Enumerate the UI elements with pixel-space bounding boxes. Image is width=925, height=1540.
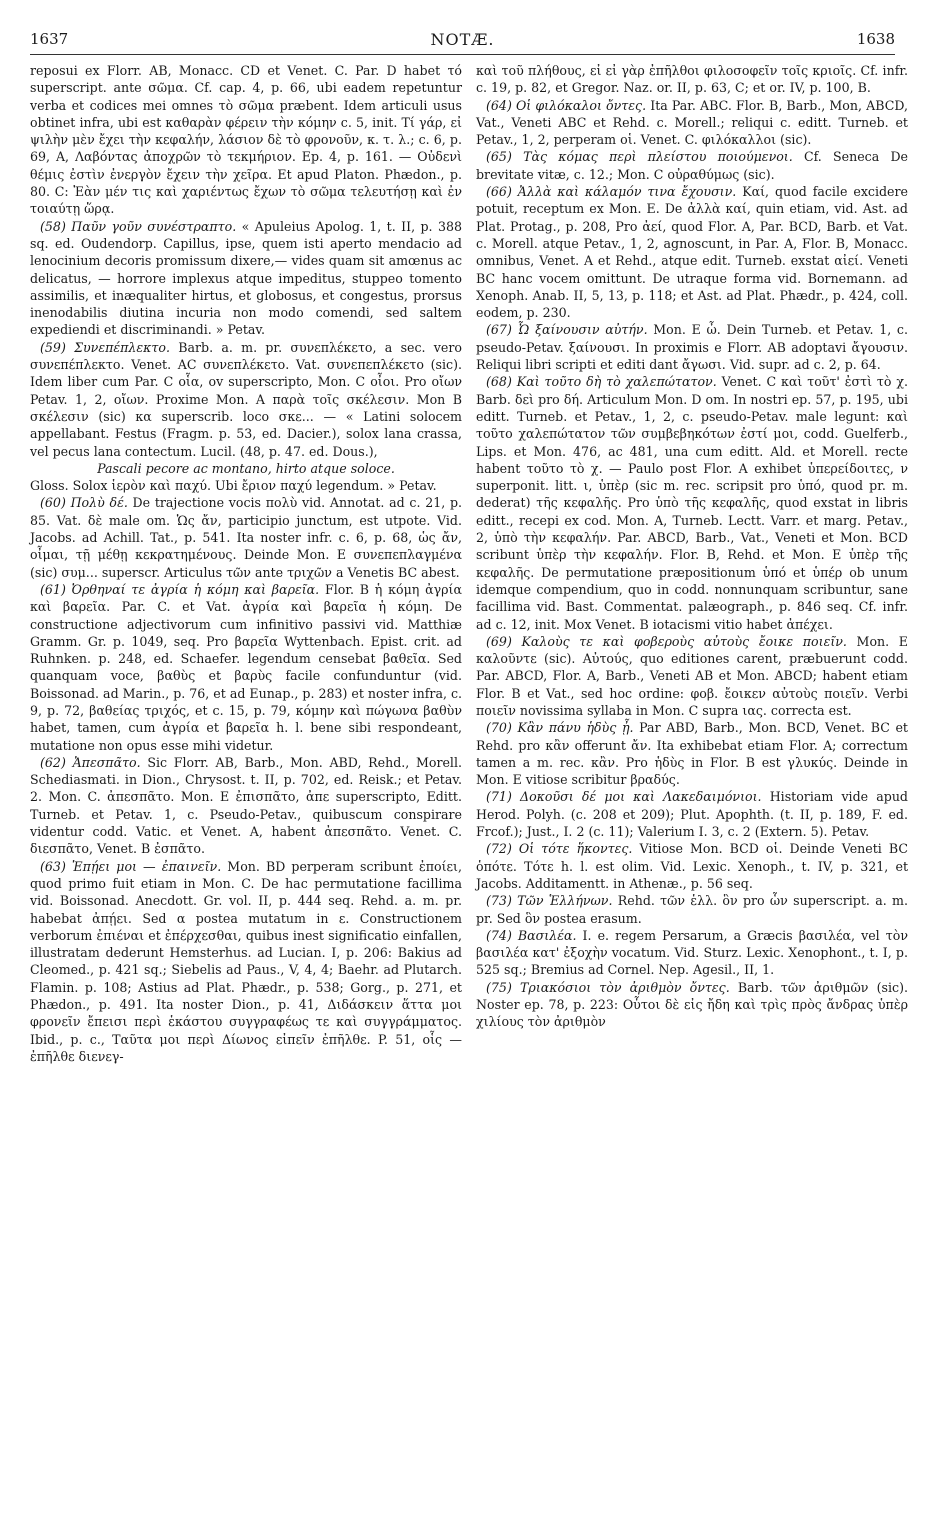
note-text: Historiam vide apud Herod. Polyh. (c. 208 et 209); Plut. Apophth. (t. II, p. 189, F. ed. Frcof.); Just., I. 2 (c. 11); Valerium I. 3, c. 2 (Extern. 5). Petav.: [476, 789, 908, 840]
note-continuation: [476, 62, 908, 97]
note-text: Mon. BD perperam scribunt ἐποίει, quod primo fuit etiam in Mon. C. De hac permutatione facillima vid. Boissonad. Anecdott. Gr. vol. II, p. 444 seq. Rehd. a. m. pr. habebat ἀπῄει. Sed α postea mutatum in ε. Constructionem verborum ἐπιέναι et ἐπέρχεσθαι, quibus inest significatio einfallen, illustratam dederunt Hemsterhus. ad Lucian. I, p. 206: Bakius ad Cleomed., p. 421 sq.; Siebelis ad Paus., V, 4, 4; Baehr. ad Plutarch. Flamin. p. 108; Astius ad Plat. Phædr., p. 538; Gorg., p. 271, et Phædon., p. 491. Ita noster Dion., p. 41, Διδάσκειν ἅττα μοι φρονεῖν ἔπεισι περὶ ἑκάστου συγγραφέως τε καὶ συγγράμματος. Ibid., p. c., Ταῦτα μοι περὶ Δίωνος εἰπεῖν ἐπῆλθε. P. 51, οἷς — ἐπῆλθε διενεγ-: [30, 858, 462, 1064]
note-text: Par ABD, Barb., Mon. BCD, Venet. BC et Rehd. pro κἂν offerunt ἄν. Ita exhibebat etiam Flor. A; correctum tamen a m. rec. κἂν. Pro ἡδὺς in Flor. B est γλυκύς. Deinde in Mon. E vitiose scribitur βραδύς.: [476, 720, 908, 788]
note-text: Ita Par. ABC. Flor. B, Barb., Mon, ABCD, Vat., Veneti ABC et Rehd. c. Morell.; reliqui c. editt. Turneb. et Petav., 1, 2, perperam οἱ. Venet. C. φιλόκαλλοι (sic).: [476, 97, 908, 148]
lemma: (61) Ὀρθηναί τε ἀγρία ἡ κόμη καὶ βαρεῖα.: [40, 581, 320, 597]
lemma: (62) Ἀπεσπᾶτο.: [40, 754, 141, 770]
note-64: [476, 97, 908, 149]
lemma: (60) Πολὺ δέ.: [40, 495, 128, 511]
note-59: [30, 339, 462, 460]
note-68: [476, 373, 908, 632]
note-text: Flor. B ἡ κόμη ἀγρία καὶ βαρεῖα. Par. C. et Vat. ἀγρία καὶ βαρεῖα ἡ κόμη. De constructione adjectivorum cum infinitivo passivi vid. Matthiæ Gramm. Gr. p. 1049, seq. Pro βαρεῖα Wyttenbach. Epist. crit. ad Ruhnken. p. 248, ed. Schaefer. legendum censebat βαθεῖα. Sed quanquam voce, βαθὺς et βαρὺς facile confunduntur (vid. Boissonad. ad Marin., p. 76, et ad Eunap., p. 283) et noster infra, c. 9, p. 72, βαθείας τριχός, et c. 15, p. 79, κόμην καὶ πώγωνα βαθὺν habet, tamen, cum ἀγρία et βαρεῖα h. l. bene sibi respondeant, mutatione non opus esse mihi videtur.: [30, 581, 463, 753]
lemma: (73) Τῶν Ἑλλήνων.: [486, 893, 613, 909]
note-continuation: [30, 62, 462, 218]
page-header: [0, 0, 925, 60]
page-number-right: 1638: [856, 30, 895, 48]
note-text: Mon. E καλοῦντε (sic). Αὐτούς, quo editiones carent, præbuerunt codd. Par. ABCD, Flor. A, Barb., Veneti AB et Mon. ABCD; habent etiam Flor. B et Vat., sed hoc ordine: φοβ. ἔοικεν αὐτοὺς ποιεῖν. Verbi ποιεῖν novissima syllaba in Mon. C supra ιας. correcta est.: [476, 633, 908, 718]
note-text: Vitiose Mon. BCD οἱ. Deinde Veneti BC ὁπότε. Τότε h. l. est olim. Vid. Lexic. Xenoph., t. IV, p. 321, et Jacobs. Additamentt. in Athenæ., p. 56 seq.: [476, 841, 908, 891]
lemma: (66) Ἀλλὰ καὶ κάλαμόν τινα ἔχουσιν.: [486, 184, 737, 200]
note-69: [476, 633, 908, 719]
note-text: Barb. τῶν ἀριθμῶν (sic). Noster ep. 78, p. 223: Οὗτοι δὲ εἰς ἤδη καὶ τρὶς πρὸς ἄνδρας ὑπὲρ χιλίους τὸν ἀριθμὸν: [476, 979, 908, 1030]
note-70: [476, 719, 908, 788]
note-65: [476, 148, 908, 183]
note-text: Mon. E ὦ. Dein Turneb. et Petav. 1, c. pseudo-Petav. ξαίνουσι. In proximis e Florr. AB adoptavi ἄγουσιν. Reliqui libri scripti et editi dant ἄγωσι. Vid. supr. ad c. 2, p. 64.: [476, 322, 908, 373]
lemma: (59) Συνεπέπλεκτο.: [40, 339, 170, 355]
note-59-cont: [30, 477, 462, 494]
lemma: (65) Τὰς κόμας περὶ πλείστου ποιούμενοι.: [486, 149, 793, 165]
lemma: (68) Καὶ τοῦτο δὴ τὸ χαλεπώτατον.: [486, 374, 717, 390]
lemma: (63) Ἐπῄει μοι — ἐπαινεῖν.: [40, 858, 222, 874]
page-number-left: 1637: [30, 30, 69, 48]
note-62: [30, 754, 462, 858]
note-text: Venet. C καὶ τοῦτ' ἐστὶ τὸ χ. Barb. δεὶ pro δή. Articulum Mon. D om. In nostri ep. 57, p. 195, ubi editt. Turneb. et Petav., 1, 2, c. pseudo-Petav. male legunt: καὶ τοῦτο χαλεπώτατον τῶν συμβεβηκότων ἐστί μοι, codd. Guelferb., Lips. et Mon. 476, ac 481, una cum editt. Ald. et Morell. recte habent τοῦτο τὸ χ. — Paulo post Flor. A exhibet ὑπερείδοιτες, ν superponit. litt. ι, ὑπὲρ (sic m. rec. scripsit pro ὑπό, quod pr. m. dederat) τῆς κεφαλῆς. Pro ὑπὸ τῆς κεφαλῆς, quod exstat in libris editt., recepi ex cod. Mon. A, Turneb. Lectt. Varr. et marg. Petav., 2, ὑπὸ τὴν κεφαλήν. Par. ABCD, Barb., Vat., Veneti et Mon. BCD scribunt ὑπὲρ τὴν κεφαλήν. Flor. B, Rehd. et Mon. E ὑπὲρ τῆς κεφαλῆς. De permutatione præpositionum ὑπό et ὑπέρ ob unum idemque compendium, quo in codd. nonnunquam scribuntur, sane facillima vid. Bast. Commentat. palæograph., p. 846 seq. Cf. infr. ad c. 12, init. Mox Venet. B iotacismi vitio habet ἀπέχει.: [476, 374, 908, 632]
lemma: (74) Βασιλέα.: [486, 927, 577, 943]
lemma: (67) Ὦ ξαίνουσιν αὐτήν.: [486, 322, 648, 338]
note-text: « Apuleius Apolog. 1, t. II, p. 388 sq. ed. Oudendorp. Capillus, ipse, quem isti aperto mendacio ad lenocinium decoris promissum dixere,— vides quam sit amœnus ac delicatus, — horrore implexus atque impeditus, stuppeo tomento assimilis, et inæqualiter hirtus, et globosus, et congestus, prorsus inenodabilis diutina incuria non modo comendi, sed saltem expediendi et discriminandi. » Petav.: [30, 218, 462, 338]
note-text: Cf. Seneca De brevitate vitæ, c. 12.; Mon. C οὐραθύμως (sic).: [476, 149, 908, 182]
note-text: De trajectione vocis πολὺ vid. Annotat. ad c. 21, p. 85. Vat. δὲ male om. Ὡς ἄν, participio junctum, est utpote. Vid. Jacobs. ad Achill. Tat., p. 541. Ita noster infr. c. 6, p. 68, ὡς ἄν, οἶμαι, τῇ μέθῃ κεκρατημένους. Deinde Mon. E συνεπεπλαγμένα (sic) συμ... superscr. Articulus τῶν ante τριχῶν a Venetis BC abest.: [30, 495, 463, 580]
note-text: Gloss. Solox ἱερὸν καὶ παχύ. Ubi ἔριον παχύ legendum. » Petav.: [30, 478, 437, 494]
note-text: I. e. regem Persarum, a Græcis βασιλέα, vel τὸν βασιλέα κατ' ἐξοχὴν vocatum. Vid. Sturz. Lexic. Xenophont., t. I, p. 525 sq.; Bremius ad Cornel. Nep. Agesil., II, 1.: [476, 927, 908, 978]
note-text: Barb. a. m. pr. συνεπλέκετο, a sec. vero συνεπέπλεκτο. Venet. AC συνεπλέκετο. Vat. συνεπεπλέκετο (sic). Idem liber cum Par. C οἷα, ov superscripto, Mon. C οἶοι. Pro οἴων Petav. 1, 2, οἴων. Proxime Mon. A παρὰ τοῖς σκέλεσιν. Mon B σκέλεσιν (sic) κα superscrib. loco σκε... — « Latini solocem appellabant. Festus (Fragm. p. 53, ed. Dacier.), solox lana crassa, vel pecus lana contectum. Lucil. (48, p. 47. ed. Dous.),: [30, 339, 462, 459]
note-66: [476, 183, 908, 321]
note-74: [476, 927, 908, 979]
note-text: Rehd. τῶν ἑλλ. ὃν pro ὧν superscript. a. m. pr. Sed ὃν postea erasum.: [476, 893, 908, 926]
lemma: (69) Καλοὺς τε καὶ φοβεροὺς αὐτοὺς ἔοικε ποιεῖν.: [486, 633, 847, 649]
note-text: reposui ex Florr. AB, Monacc. CD et Venet. C. Par. D habet τό superscript. ante σῶμα. Cf. cap. 4, p. 66, ubi eadem repetuntur verba et codices mei omnes τὸ σῶμα præbent. Idem articuli usus obtinet infra, ubi est καθαρὰν φέρειν τὴν κόμην c. 5, init. Τί γάρ, εἰ ψιλὴν μὲν ἔχει τὴν κεφαλήν, λάσιον δὲ τὸ φρονοῦν, κ. τ. λ.; c. 6, p. 69, A, Λαβόντας ἀποχρῶν τὸ τεκμήριον. Ep. 4, p. 161. — Οὐδενὶ θέμις ἐστὶν ἐνεργὸν ἔχειν τὴν χεῖρα. Et apud Platon. Phædon., p. 80. C: Ἐὰν μέν τις καὶ χαριέντως ἔχων τὸ σῶμα τελευτήσῃ καὶ ἐν τοιαύτῃ ὥρᾳ.: [30, 63, 462, 217]
left-column: [30, 62, 462, 1065]
header-rule: [30, 54, 895, 55]
note-text: Καί, quod facile excidere potuit, receptum ex Mon. E. De ἀλλὰ καί, quin etiam, vid. Ast. ad Plat. Protag., p. 208, Pro ἀεί, quod Flor. A, Par. BCD, Barb. et Vat. c. Morell. atque Petav., 1, 2, agnoscunt, in Par. A, Flor. B, Monacc. omnibus, Venet. A et Rehd., atque edit. Turneb. exstat αἰεί. Veneti BC hanc vocem omittunt. De utraque forma vid. Bornemann. ad Xenoph. Anab. II, 5, 13, p. 118; et Ast. ad Plat. Phædr., p. 424, coll. eodem, p. 230.: [476, 184, 908, 321]
lemma: (72) Οἱ τότε ἥκοντες.: [486, 841, 633, 857]
lemma: (64) Οἱ φιλόκαλοι ὄντες.: [486, 97, 647, 113]
note-61: [30, 581, 462, 754]
running-title: NOTÆ.: [430, 30, 495, 49]
note-58: [30, 218, 462, 339]
note-71: [476, 788, 908, 840]
lemma: (70) Κἂν πάνυ ἡδὺς ᾖ.: [486, 720, 634, 736]
verse-quote: Pascali pecore ac montano, hirto atque soloce.: [97, 460, 395, 476]
lemma: (58) Παῦν γοῦν συνέστραπτο.: [40, 218, 237, 234]
note-63: [30, 858, 462, 1066]
note-72: [476, 840, 908, 892]
note-73: [476, 892, 908, 927]
note-text: Sic Florr. AB, Barb., Mon. ABD, Rehd., Morell. Schediasmati. in Dion., Chrysost. t. II, p. 702, ed. Reisk.; et Petav. 2. Mon. C. ἀπεσπᾶτο. Mon. E ἐπισπᾶτο, ἀπε superscripto, Editt. Turneb. et Petav. 1, c. Pseudo-Petav., quibuscum conspirare videntur codd. Vatic. et Venet. A, habent ἀπεσπᾶτο. Venet. C. διεσπᾶτο, Venet. B ἐσπᾶτο.: [30, 754, 462, 857]
note-60: [30, 494, 462, 580]
right-column: [476, 62, 908, 1031]
note-text: καὶ τοῦ πλήθους, εἰ εἰ γὰρ ἐπῆλθοι φιλοσοφεῖν τοῖς κριοῖς. Cf. infr. c. 19, p. 82, et Gregor. Naz. or. II, p. 63, C; et or. IV, p. 100, B.: [476, 63, 908, 96]
lemma: (71) Δοκοῦσι δέ μοι καὶ Λακεδαιμόνιοι.: [486, 789, 762, 805]
note-67: [476, 321, 908, 373]
note-75: [476, 979, 908, 1031]
lemma: (75) Τριακόσιοι τὸν ἀριθμὸν ὄντες.: [486, 979, 730, 995]
